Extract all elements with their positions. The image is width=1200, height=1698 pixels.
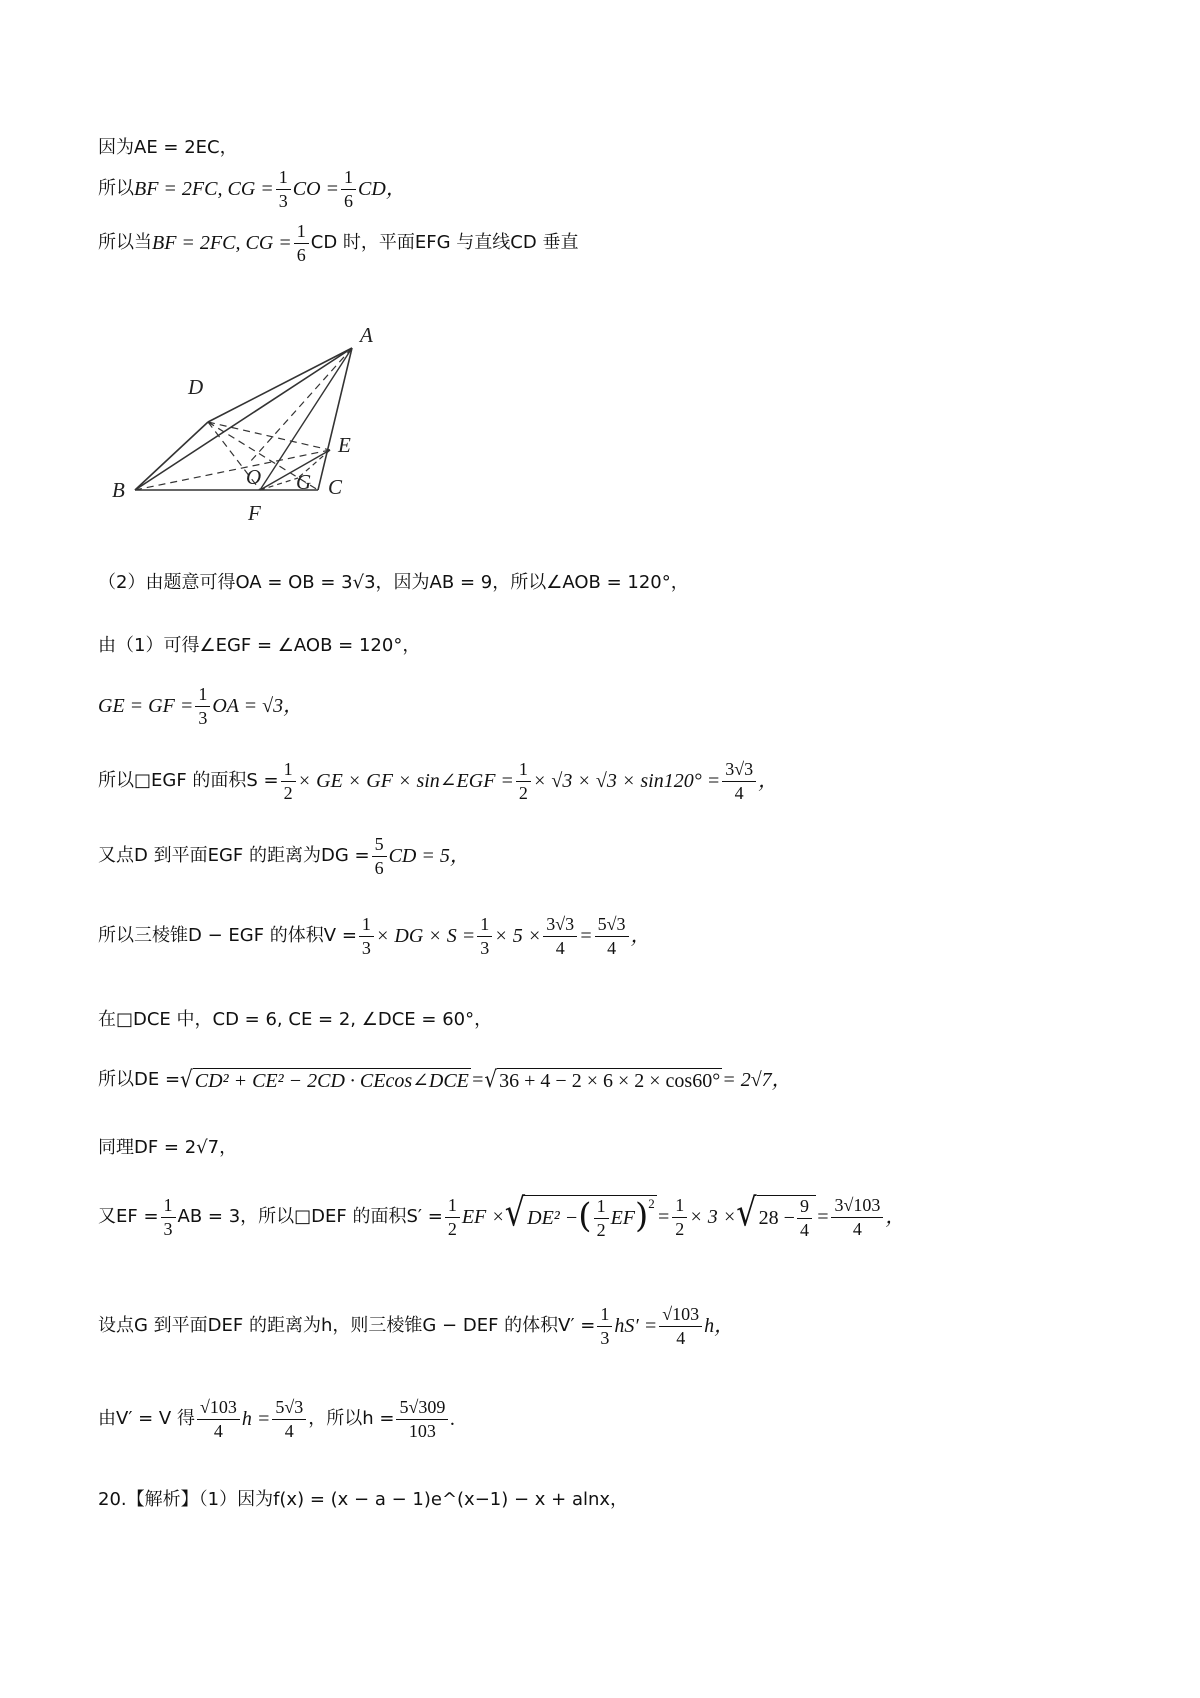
fraction-denominator: 2 [447,1218,457,1239]
fraction-numerator: 9 [797,1197,812,1219]
label-a: A [360,323,373,347]
line-2-end: CD， [358,177,406,200]
fraction-numerator: 5√3 [595,915,629,937]
fraction [281,760,296,803]
fraction [672,1196,687,1239]
fraction [341,168,356,211]
radicand [757,1195,816,1240]
line-6-end: OA = √3， [212,694,304,717]
fraction [359,915,374,958]
fraction-denominator: 103 [408,1420,436,1441]
line-13-end: ， [885,1205,906,1228]
line-7-mid: × √3 × √3 × sin120° = [532,769,721,792]
line-15-mid: ，所以h = [308,1408,395,1430]
fraction-numerator: 1 [445,1196,460,1218]
line-13-mid: = [656,1205,671,1228]
line-8-start: 又点D 到平面EGF 的距离为DG = [98,845,370,867]
fraction-denominator: 4 [852,1218,862,1239]
label-b: B [112,478,125,502]
fraction [197,1398,240,1441]
line-3-end: CD 时，平面EFG 与直线CD 垂直 [310,232,579,254]
fraction-numerator: 1 [294,222,309,244]
fraction [195,685,210,728]
fraction-numerator: 1 [516,760,531,782]
line-7-mid: × GE × GF × sin∠EGF = [297,769,514,792]
fraction [722,760,756,803]
radicand: 36 + 4 − 2 × 6 × 2 × cos60° [499,1070,721,1092]
fraction-numerator: 5√309 [396,1398,448,1420]
fraction-numerator: √103 [197,1398,240,1420]
fraction-numerator: 1 [594,1197,609,1219]
right-paren: ) [635,1196,649,1237]
fraction [396,1398,448,1441]
line-13-mid: AB = 3，所以□DEF 的面积S′ = [177,1206,443,1228]
line-15-end: . [450,1407,456,1430]
fraction [659,1305,702,1348]
label-e: E [338,433,351,457]
line-9-end: ， [630,924,651,947]
text-line-16 [98,1490,628,1511]
text-line-15 [98,1398,455,1441]
fraction-denominator: 4 [734,782,744,803]
fraction-denominator: 3 [600,1327,610,1348]
line-7-end: ， [758,769,779,792]
edge-af [260,348,352,490]
fraction-numerator: 1 [597,1305,612,1327]
fraction [372,835,387,878]
fraction [594,1197,609,1240]
radicand-part: DE² − [527,1206,579,1229]
fraction-denominator: 4 [676,1327,686,1348]
label-g: G [296,470,312,494]
edge-ad [208,348,352,422]
fraction-numerator: 1 [161,1196,176,1218]
text-line-5 [98,636,420,657]
fraction-denominator: 2 [596,1219,606,1240]
fraction [294,222,309,265]
fraction-denominator: 4 [555,937,565,958]
line-16-text: 20.【解析】（1）因为f(x) = (x − a − 1)e^(x−1) − x + alnx， [98,1489,629,1510]
fraction [161,1196,176,1239]
tetrahedron-diagram [110,322,400,527]
fraction-numerator: 1 [359,915,374,937]
line-14-mid: hS′ = [614,1314,658,1337]
line-4-text: （2）由题意可得OA = OB = 3√3，因为AB = 9，所以∠AOB = 120°， [98,572,689,593]
line-9-start: 所以三棱锥D − EGF 的体积V = [98,925,357,947]
line-2-expr: BF = 2FC, CG = [134,177,274,200]
line-15-start: 由V′ = V 得 [98,1408,195,1430]
fraction [797,1197,812,1240]
line-2-mid: CO = [292,177,340,200]
radical-icon: √ [180,1064,193,1093]
line-8-end: CD = 5， [388,844,470,867]
fraction-numerator: 3√103 [831,1196,883,1218]
line-3-expr: BF = 2FC, CG = [152,231,292,254]
line-11-end: = 2√7， [722,1069,792,1091]
fraction [516,760,531,803]
label-o: O [246,465,262,489]
fraction [445,1196,460,1239]
line-13-mid: EF × [461,1205,505,1228]
edge-ab [135,348,352,490]
fraction-denominator: 6 [344,190,354,211]
line-5-text: 由（1）可得∠EGF = ∠AOB = 120°， [98,635,421,656]
fraction-numerator: 3√3 [722,760,756,782]
fraction-numerator: 5 [372,835,387,857]
label-d: D [188,375,204,399]
fraction-denominator: 3 [480,937,490,958]
text-line-8 [98,835,470,878]
line-11-start: 所以DE = [98,1069,181,1091]
fraction [831,1196,883,1239]
fraction-numerator: 1 [477,915,492,937]
radicand: CD² + CE² − 2CD · CEcos∠DCE [194,1070,469,1092]
line-11-mid: = [470,1069,485,1091]
line-13-start: 又EF = [98,1206,159,1228]
fraction-denominator: 2 [675,1218,685,1239]
fraction [595,915,629,958]
text-line-4 [98,573,689,594]
fraction [477,915,492,958]
radicand-part: 28 − [758,1206,795,1229]
radicand [525,1195,657,1240]
line-15-mid: h = [241,1407,271,1430]
fraction-denominator: 3 [278,190,288,211]
text-line-6 [98,685,303,728]
line-14-end: h， [704,1314,735,1337]
fraction-denominator: 2 [283,782,293,803]
line-10-text: 在□DCE 中，CD = 6, CE = 2, ∠DCE = 60°， [98,1009,493,1030]
line-13-mid: × 3 × [689,1205,737,1228]
text-line-3 [98,222,578,265]
fraction-denominator: 6 [296,244,306,265]
fraction-numerator: 1 [195,685,210,707]
text-line-11 [98,1064,792,1093]
text-line-1 [98,138,238,159]
edge-bd [135,422,208,490]
radical-icon: √ [504,1189,526,1235]
radical-icon: √ [736,1189,757,1235]
text-line-14 [98,1305,734,1348]
line-9-mid: × 5 × [494,924,542,947]
text-line-12 [98,1138,237,1159]
label-f: F [248,501,261,525]
fraction [597,1305,612,1348]
fraction-numerator: √103 [659,1305,702,1327]
square-root [180,1064,471,1093]
line-9-mid: × DG × S = [375,924,476,947]
edge-ac [318,348,352,490]
text-line-13 [98,1189,906,1240]
text-line-2 [98,168,406,211]
line-1-text: 因为AE = 2EC， [98,137,238,158]
square-root [736,1189,816,1240]
fraction-numerator: 1 [276,168,291,190]
square-root [484,1064,722,1093]
fraction-denominator: 3 [361,937,371,958]
line-2-prefix: 所以 [98,178,134,200]
fraction [276,168,291,211]
fraction [272,1398,306,1441]
fraction-numerator: 1 [341,168,356,190]
line-13-mid: = [815,1205,830,1228]
fraction-denominator: 4 [799,1219,809,1240]
fraction-numerator: 3√3 [543,915,577,937]
line-3-prefix: 所以当 [98,232,152,254]
label-c: C [328,475,343,499]
exponent: 2 [648,1196,655,1211]
text-line-7 [98,760,778,803]
square-root [504,1189,657,1240]
fraction-denominator: 2 [518,782,528,803]
text-line-10 [98,1010,492,1031]
line-14-start: 设点G 到平面DEF 的距离为h，则三棱锥G − DEF 的体积V′ = [98,1315,596,1337]
left-paren: ( [578,1196,592,1237]
fraction-numerator: 1 [672,1196,687,1218]
fraction-denominator: 4 [213,1420,223,1441]
text-line-9 [98,915,651,958]
fraction-numerator: 1 [281,760,296,782]
fraction-denominator: 3 [198,707,208,728]
fraction-denominator: 6 [374,857,384,878]
fraction-numerator: 5√3 [272,1398,306,1420]
line-7-start: 所以□EGF 的面积S = [98,770,279,792]
fraction-denominator: 4 [607,937,617,958]
fraction-denominator: 4 [284,1420,294,1441]
line-6-start: GE = GF = [98,694,194,717]
radicand-part: EF [610,1206,635,1229]
fraction [543,915,577,958]
fraction-denominator: 3 [163,1218,173,1239]
radical-icon: √ [484,1064,498,1093]
line-9-mid: = [579,924,593,947]
line-12-text: 同理DF = 2√7， [98,1137,238,1158]
